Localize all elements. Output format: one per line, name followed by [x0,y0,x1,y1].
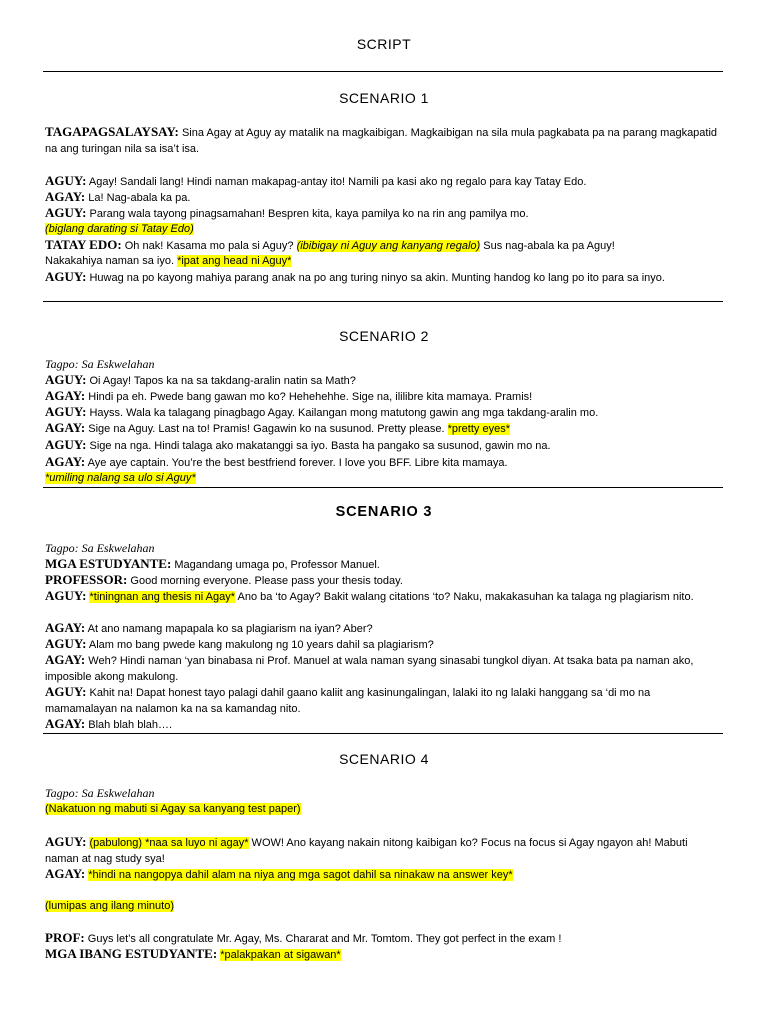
dialogue: WOW! Ano kayang nakain nitong kaibigan ko? Focus na focus si Agay ngayon ah! Mabuti naman at nag study sya! [45,837,688,866]
speaker: AGUY: [45,834,87,849]
dialogue: Alam mo bang pwede kang makulong ng 10 years dahil sa plagiarism? [86,639,434,651]
script-line [45,420,720,437]
divider [43,733,723,734]
dialogue: Aye aye captain. You’re the best bestfriend forever. I love you BFF. Libre kita mamaya. [85,457,508,469]
script-line [45,572,720,589]
script-line [45,189,720,206]
script-line [45,556,720,573]
dialogue: La! Nag-abala ka pa. [85,192,191,204]
stage-direction: (pabulong) *naa sa luyo ni agay* [89,837,249,849]
dialogue: Hindi pa eh. Pwede bang gawan mo ko? Hehehehhe. Sige na, ililibre kita mamaya. Pramis! [85,391,533,403]
divider [43,487,723,488]
dialogue: Kahit na! Dapat honest tayo palagi dahil gaano kaliit ang kasinungalingan, lalaki ito ng lalaki hanggang sa ‘di mo na mamamalayan na nalamon ka na sa kamandag nito. [45,687,651,716]
stage-direction: (Nakatuon ng mabuti si Agay sa kanyang test paper) [45,803,301,815]
script-line [45,454,720,471]
dialogue: Sige na nga. Hindi talaga ako makatanggi sa iyo. Basta ha pangako sa susunod, gawin mo na. [86,440,551,452]
script-line [45,269,720,286]
scenario-1-title: SCENARIO 1 [339,90,429,106]
speaker: AGAY: [45,189,86,204]
script-line [45,588,720,605]
dialogue: Oi Agay! Tapos ka na sa takdang-aralin natin sa Math? [86,375,356,387]
script-line [45,253,720,269]
dialogue: Hayss. Wala ka talagang pinagbago Agay. Kailangan mong matutong gawin ang mga takdang-aralin mo. [86,407,599,419]
stage-direction: (lumipas ang ilang minuto) [45,900,175,912]
dialogue: Sina Agay at Aguy ay matalik na magkaibigan. Magkaibigan na sila mula pagkabata pa na parang magkapatid na ang turingan nila sa isa’t isa. [45,127,718,156]
script-line [45,834,720,867]
stage-direction: *ipat ang head ni Aguy* [177,255,292,267]
location-line [45,540,720,557]
script-line [45,866,720,883]
speaker: AGUY: [45,636,87,651]
dialogue: Agay! Sandali lang! Hindi naman makapag-antay ito! Namili pa kasi ako ng regalo para kay Tatay Edo. [86,176,587,188]
speaker: AGUY: [45,372,87,387]
dialogue: Sus nag-abala ka pa Aguy! [480,240,615,252]
dialogue: Magandang umaga po, Professor Manuel. [171,559,380,571]
dialogue: Good morning everyone. Please pass your thesis today. [127,575,403,587]
script-line [45,124,720,157]
script-line [45,716,720,733]
speaker: AGUY: [45,205,87,220]
script-line [45,684,720,717]
speaker: AGUY: [45,588,87,603]
dialogue: At ano namang mapapala ko sa plagiarism na iyan? Aber? [85,623,373,635]
divider [43,301,723,302]
stage-direction-line [45,221,720,237]
speaker: AGUY: [45,269,87,284]
script-line [45,437,720,454]
scenario-3-title: SCENARIO 3 [335,504,433,520]
location: Tagpo: Sa Eskwelahan [45,786,155,800]
speaker: AGAY: [45,866,86,881]
speaker: AGUY: [45,437,87,452]
dialogue: Parang wala tayong pinagsamahan! Bespren kita, kaya pamilya ko na rin ang pamilya mo. [86,208,529,220]
script-line [45,372,720,389]
dialogue: Sige na Aguy. Last na to! Pramis! Gagawin ko na susunod. Pretty please. [85,423,448,435]
script-line [45,930,720,947]
script-line [45,205,720,222]
speaker: PROFESSOR: [45,572,128,587]
stage-direction: *umiling nalang sa ulo si Aguy* [45,472,196,484]
dialogue: Ano ba ‘to Agay? Bakit walang citations ‘to? Naku, makakasuhan ka talaga ng plagiarism nito. [235,591,694,603]
dialogue: Nakakahiya naman sa iyo. [45,255,178,267]
location: Tagpo: Sa Eskwelahan [45,541,155,555]
location-line [45,356,720,373]
speaker: AGUY: [45,684,87,699]
speaker: AGAY: [45,454,86,469]
dialogue: Guys let’s all congratulate Mr. Agay, Ms. Chararat and Mr. Tomtom. They got perfect in the exam ! [84,933,562,945]
speaker: AGAY: [45,652,86,667]
speaker: AGUY: [45,173,87,188]
script-line [45,388,720,405]
speaker: TAGAPAGSALAYSAY: [45,124,179,139]
stage-direction-line [45,801,720,817]
stage-direction-line [45,898,720,914]
speaker: MGA IBANG ESTUDYANTE: [45,946,218,961]
speaker: AGAY: [45,620,86,635]
script-line [45,237,720,254]
stage-direction: *pretty eyes* [447,423,510,435]
script-line [45,620,720,637]
script-line [45,946,720,963]
stage-direction: *palakpakan at sigawan* [220,949,341,961]
stage-direction-line [45,470,720,486]
stage-direction: (ibibigay ni Aguy ang kanyang regalo) [296,240,481,252]
dialogue: Weh? Hindi naman ‘yan binabasa ni Prof. Manuel at wala naman syang sinasabi tungkol diyan. At tsaka bata pa naman ako, imposible akong makulong. [45,655,694,684]
dialogue: Blah blah blah…. [85,719,173,731]
speaker: TATAY EDO: [45,237,122,252]
script-line [45,636,720,653]
scenario-4-title: SCENARIO 4 [339,751,429,767]
document-title: SCRIPT [356,36,412,52]
scenario-2-title: SCENARIO 2 [339,328,429,344]
speaker: AGUY: [45,404,87,419]
speaker: MGA ESTUDYANTE: [45,556,172,571]
stage-direction: *tiningnan ang thesis ni Agay* [89,591,236,603]
stage-direction: (biglang darating si Tatay Edo) [45,223,194,235]
script-line [45,173,720,190]
speaker: AGAY: [45,716,86,731]
location: Tagpo: Sa Eskwelahan [45,357,155,371]
script-line [45,652,720,685]
speaker: AGAY: [45,420,86,435]
stage-direction: *hindi na nangopya dahil alam na niya ang mga sagot dahil sa ninakaw na answer key* [88,869,513,881]
dialogue: Oh nak! Kasama mo pala si Aguy? [121,240,297,252]
script-line [45,404,720,421]
dialogue: Huwag na po kayong mahiya parang anak na po ang turing ninyo sa akin. Munting handog ko lang po ito para sa inyo. [86,272,665,284]
location-line [45,785,720,802]
divider [43,71,723,72]
speaker: AGAY: [45,388,86,403]
speaker: PROF: [45,930,85,945]
